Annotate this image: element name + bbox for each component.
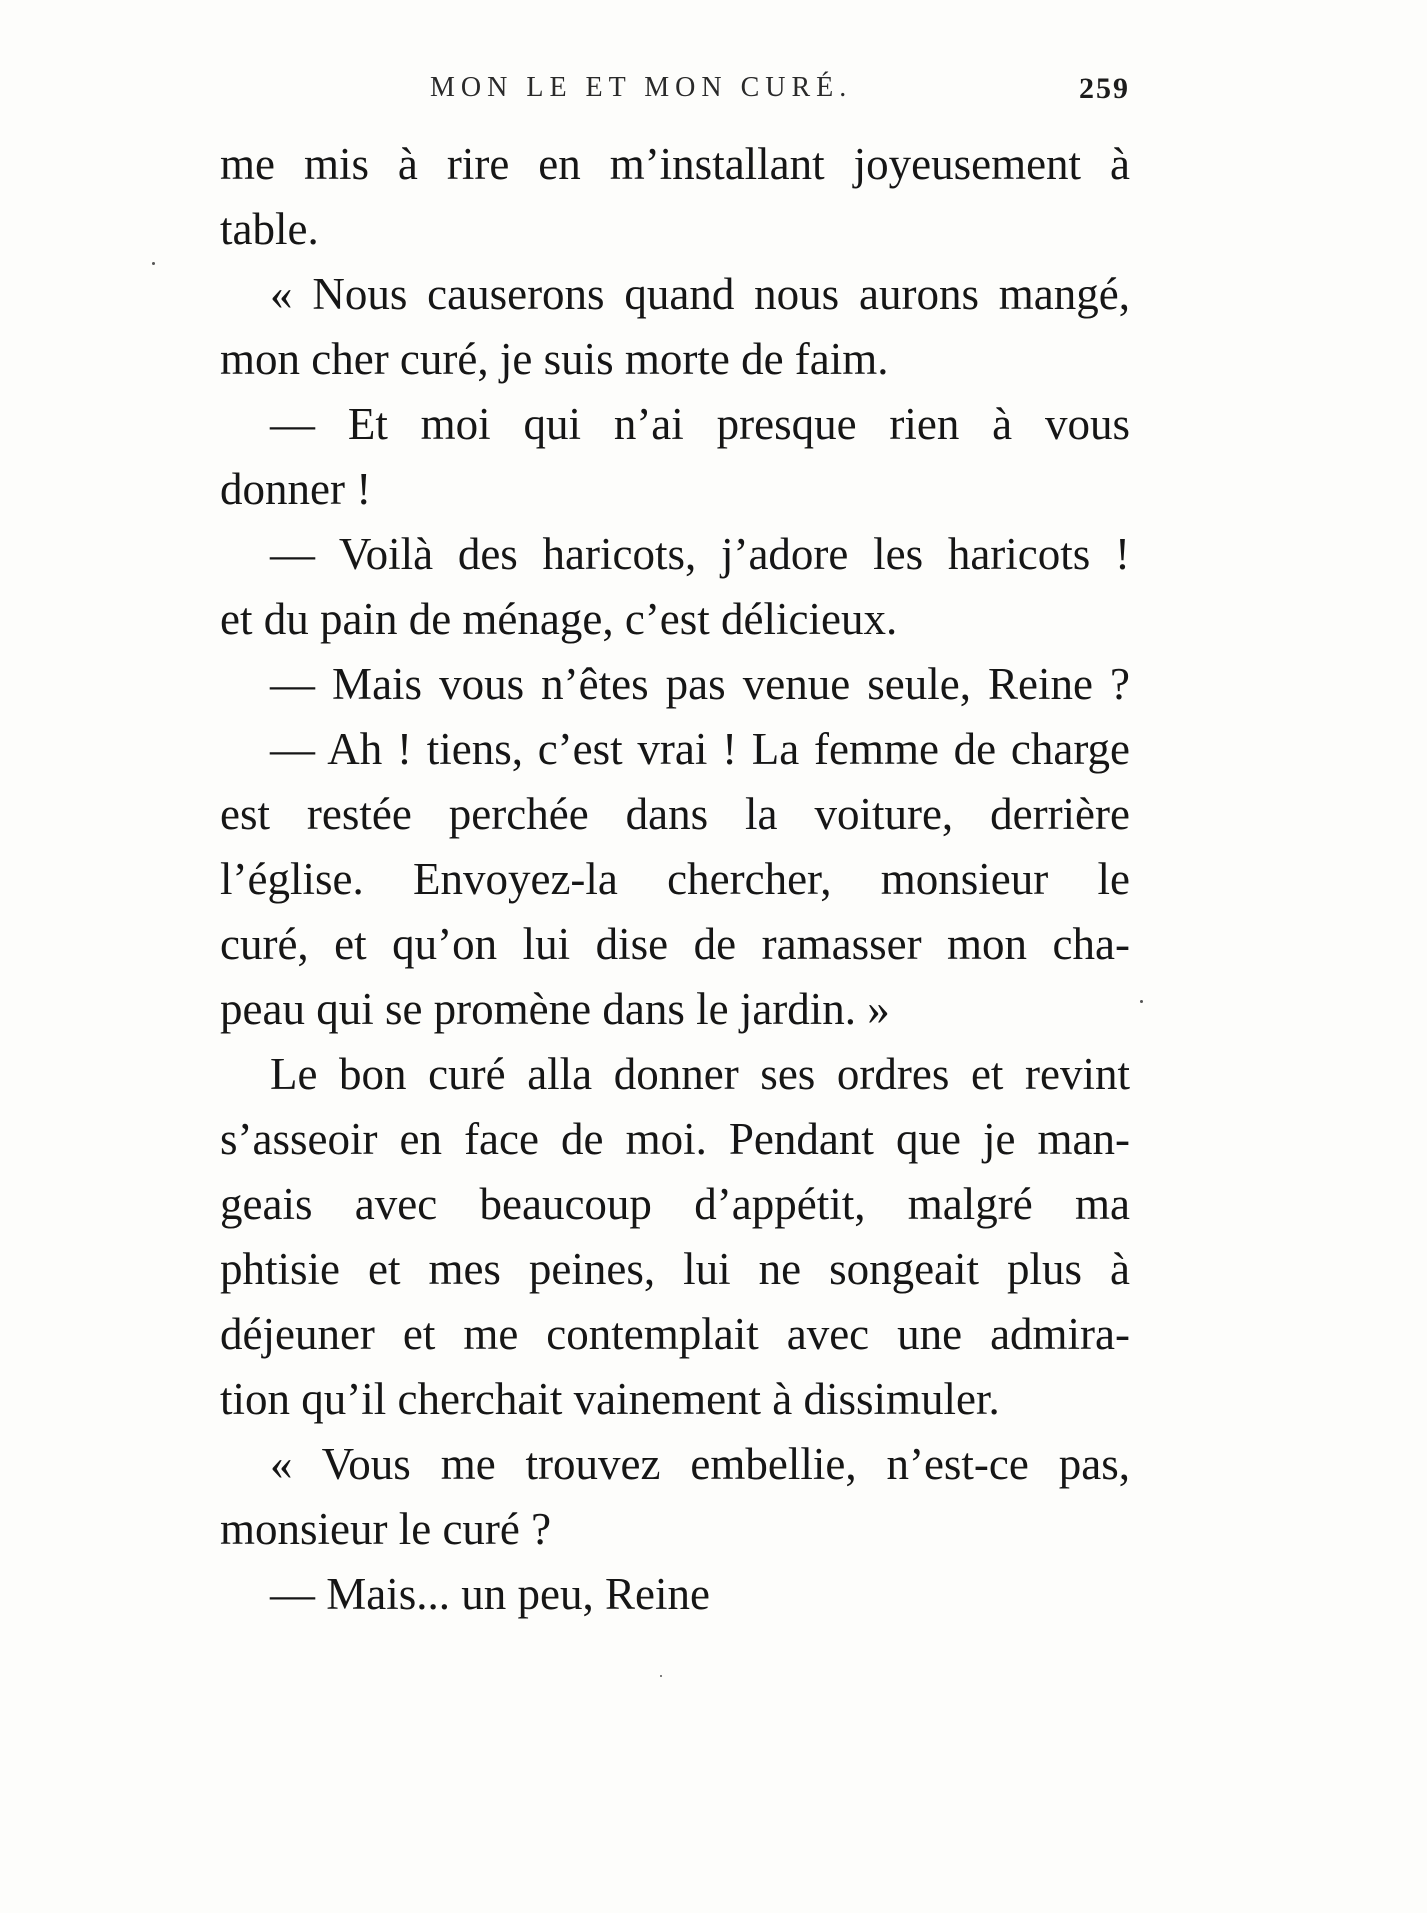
text-line: tion qu’il cherchait vainement à dissimuler. [220, 1374, 1000, 1424]
text-line: « Vous me trouvez embellie, n’est-ce pas, [270, 1439, 1130, 1489]
text-line: monsieur le curé ? [220, 1504, 552, 1554]
paper-speck [660, 1675, 662, 1677]
text-line: — Voilà des haricots, j’adore les haricots ! [270, 529, 1130, 579]
text-line: et du pain de ménage, c’est délicieux. [220, 594, 898, 644]
text-line: Le bon curé alla donner ses ordres et revint [270, 1049, 1130, 1099]
text-line: s’asseoir en face de moi. Pendant que je man- [220, 1114, 1130, 1164]
text-line: — Et moi qui n’ai presque rien à vous [270, 399, 1130, 449]
text-line: donner ! [220, 464, 372, 514]
text-line: — Mais... un peu, Reine [270, 1569, 710, 1619]
text-line: déjeuner et me contemplait avec une admira- [220, 1309, 1130, 1359]
text-line: table. [220, 204, 319, 254]
page-number: 259 [1079, 72, 1130, 105]
text-line: — Mais vous n’êtes pas venue seule, Reine ? [270, 659, 1130, 709]
text-line: phtisie et mes peines, lui ne songeait plus à [220, 1244, 1130, 1294]
running-title: MON LE ET MON CURÉ. [430, 72, 853, 103]
text-line: curé, et qu’on lui dise de ramasser mon cha- [220, 919, 1130, 969]
text-line: mon cher curé, je suis morte de faim. [220, 334, 889, 384]
running-head [230, 72, 1130, 112]
body-text [220, 132, 1130, 1627]
text-line: me mis à rire en m’installant joyeusement à [220, 139, 1130, 189]
text-line: — Ah ! tiens, c’est vrai ! La femme de charge [270, 724, 1130, 774]
text-line: est restée perchée dans la voiture, derrière [220, 789, 1130, 839]
paper-speck [152, 262, 155, 265]
text-line: geais avec beaucoup d’appétit, malgré ma [220, 1179, 1130, 1229]
text-line: peau qui se promène dans le jardin. » [220, 984, 890, 1034]
paper-speck [1140, 1000, 1143, 1003]
text-line: « Nous causerons quand nous aurons mangé, [270, 269, 1130, 319]
text-line: l’église. Envoyez-la chercher, monsieur le [220, 854, 1130, 904]
